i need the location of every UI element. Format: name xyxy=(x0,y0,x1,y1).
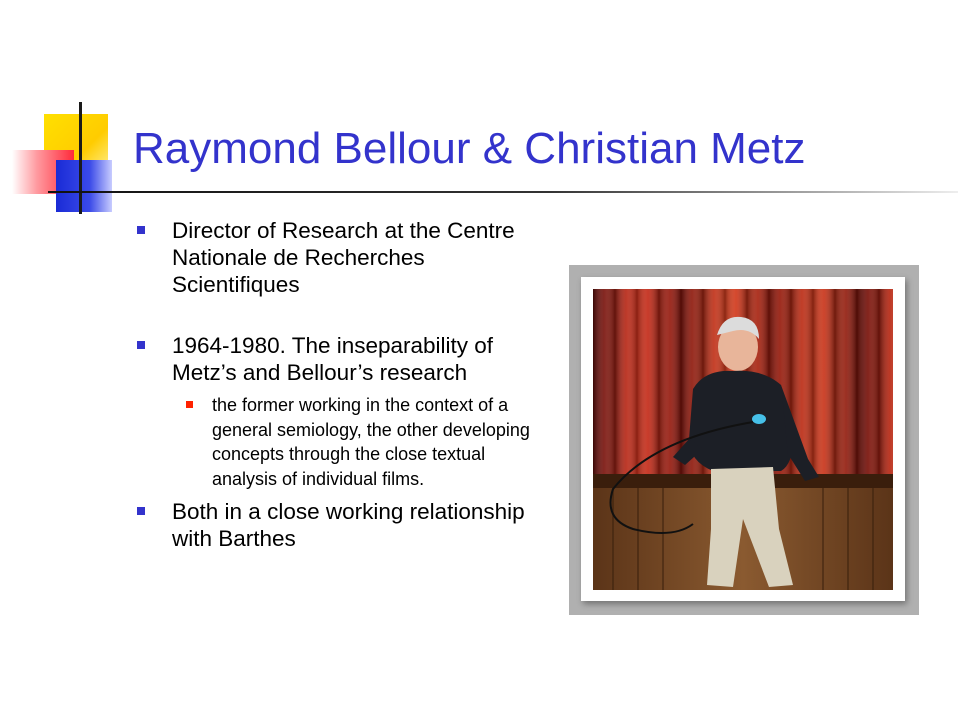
sub-bullet-marker xyxy=(186,401,193,408)
photo-mat xyxy=(581,277,905,601)
title-underline-rule xyxy=(48,191,958,193)
bullet-marker xyxy=(137,507,145,515)
bullet-marker xyxy=(137,226,145,234)
sub-bullet-text: the former working in the context of a general semiology, the other developing concepts through the close textual analysis of individual films. xyxy=(212,395,530,489)
bullet-list xyxy=(134,217,544,552)
bullet-marker xyxy=(137,341,145,349)
vertical-rule xyxy=(79,102,82,214)
sub-bullet-item xyxy=(133,393,544,491)
man-portrait-photo-icon xyxy=(593,289,893,590)
blue-square-decoration xyxy=(56,160,112,212)
portrait-photo xyxy=(593,289,893,590)
slide-title: Raymond Bellour & Christian Metz xyxy=(133,124,806,173)
corner-decoration xyxy=(0,0,140,230)
bullet-item xyxy=(134,217,544,298)
photo-frame xyxy=(569,265,919,615)
bullet-item xyxy=(134,498,544,552)
bullet-text: 1964-1980. The inseparability of Metz’s and Bellour’s research xyxy=(172,333,494,385)
bullet-text: Both in a close working relationship with Barthes xyxy=(172,499,525,551)
bullet-item xyxy=(134,332,544,386)
bullet-text: Director of Research at the Centre Nationale de Recherches Scientifiques xyxy=(172,218,515,297)
